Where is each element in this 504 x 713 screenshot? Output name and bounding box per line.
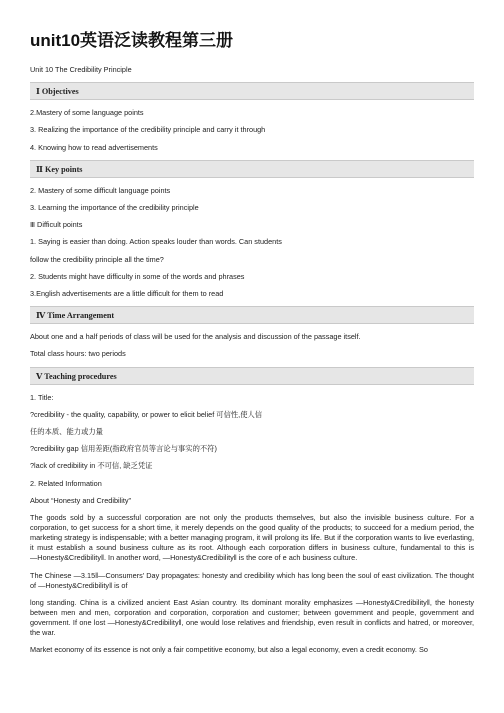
section-key-points-heading: Ⅱ Key points: [30, 160, 474, 178]
difficult-points-heading: Ⅲ Difficult points: [30, 220, 83, 230]
procedure-item: ?credibility - the quality, capability, or power to elicit belief 可信性,使人信: [30, 409, 263, 419]
objective-item: 2.Mastery of some language points: [30, 108, 144, 118]
section-objectives-heading: Ⅰ Objectives: [30, 82, 474, 100]
body-paragraph: Market economy of its essence is not only a fair competitive economy, but also a legal economy, even a credit economy. So: [30, 645, 428, 655]
key-point-item: 3. Learning the importance of the credibility principle: [30, 203, 199, 213]
body-paragraph: The goods sold by a successful corporation are not only the products themselves, but also the invisible business culture. For a corporation, to get success for a short time, it merely depends on the good quality of the products; to succeed for a medium period, the marketing strategy is indispensable; with a better managing program, it will prolong its life. But if the corporation wants to live everlasting, it must establish a sound business culture as its root. Although each corporation differs in business culture, fundamental to this is ―Honesty&Credibility‖. In another word, ―Honesty&Credibility‖ is the core of e ach business culture.: [30, 513, 474, 563]
procedure-item: 任的本质、能力或力量: [30, 427, 103, 437]
objective-item: 4. Knowing how to read advertisements: [30, 142, 158, 152]
objective-item: 3. Realizing the importance of the credibility principle and carry it through: [30, 125, 266, 135]
body-paragraph: long standing. China is a civilized ancient East Asian country. Its dominant morality emphasizes ―Honesty&Credibility‖, the honesty between men and men, corporation and corporation, corporation and customer; between government and people, government and government. If one lost ―Honesty&Credibility‖, one would lose relatives and friendship, even result in conflicts and hatred, or moreover, the war.: [30, 597, 474, 637]
difficult-point-item: 2. Students might have difficulty in some of the words and phrases: [30, 271, 245, 281]
procedure-item: ?credibility gap 信用差距(指政府官员等言论与事实的不符): [30, 444, 217, 454]
procedure-item: About “Honesty and Credibility”: [30, 495, 131, 505]
procedure-item: ?lack of credibility in 不可信, 缺乏凭证: [30, 461, 153, 471]
key-point-item: 2. Mastery of some difficult language points: [30, 185, 171, 195]
difficult-point-item: 3.English advertisements are a little difficult for them to read: [30, 289, 224, 299]
time-item: Total class hours: two periods: [30, 349, 126, 359]
procedure-item: 2. Related Information: [30, 478, 102, 488]
procedure-item: 1. Title:: [30, 392, 54, 402]
unit-subtitle: Unit 10 The Credibility Principle: [30, 65, 132, 74]
section-procedures-heading: Ⅴ Teaching procedures: [30, 367, 474, 385]
time-item: About one and a half periods of class will be used for the analysis and discussion of the passage itself.: [30, 332, 361, 342]
document-title: unit10英语泛读教程第三册: [30, 31, 234, 50]
difficult-point-item: 1. Saying is easier than doing. Action speaks louder than words. Can students: [30, 237, 282, 247]
section-time-heading: Ⅳ Time Arrangement: [30, 306, 474, 324]
difficult-point-item: follow the credibility principle all the time?: [30, 254, 164, 264]
body-paragraph: The Chinese ―3.15‖―Consumers' Day propagates: honesty and credibility which has long been the soul of east civilization. The thought of ―Honesty&Credibility‖ is of: [30, 570, 474, 590]
